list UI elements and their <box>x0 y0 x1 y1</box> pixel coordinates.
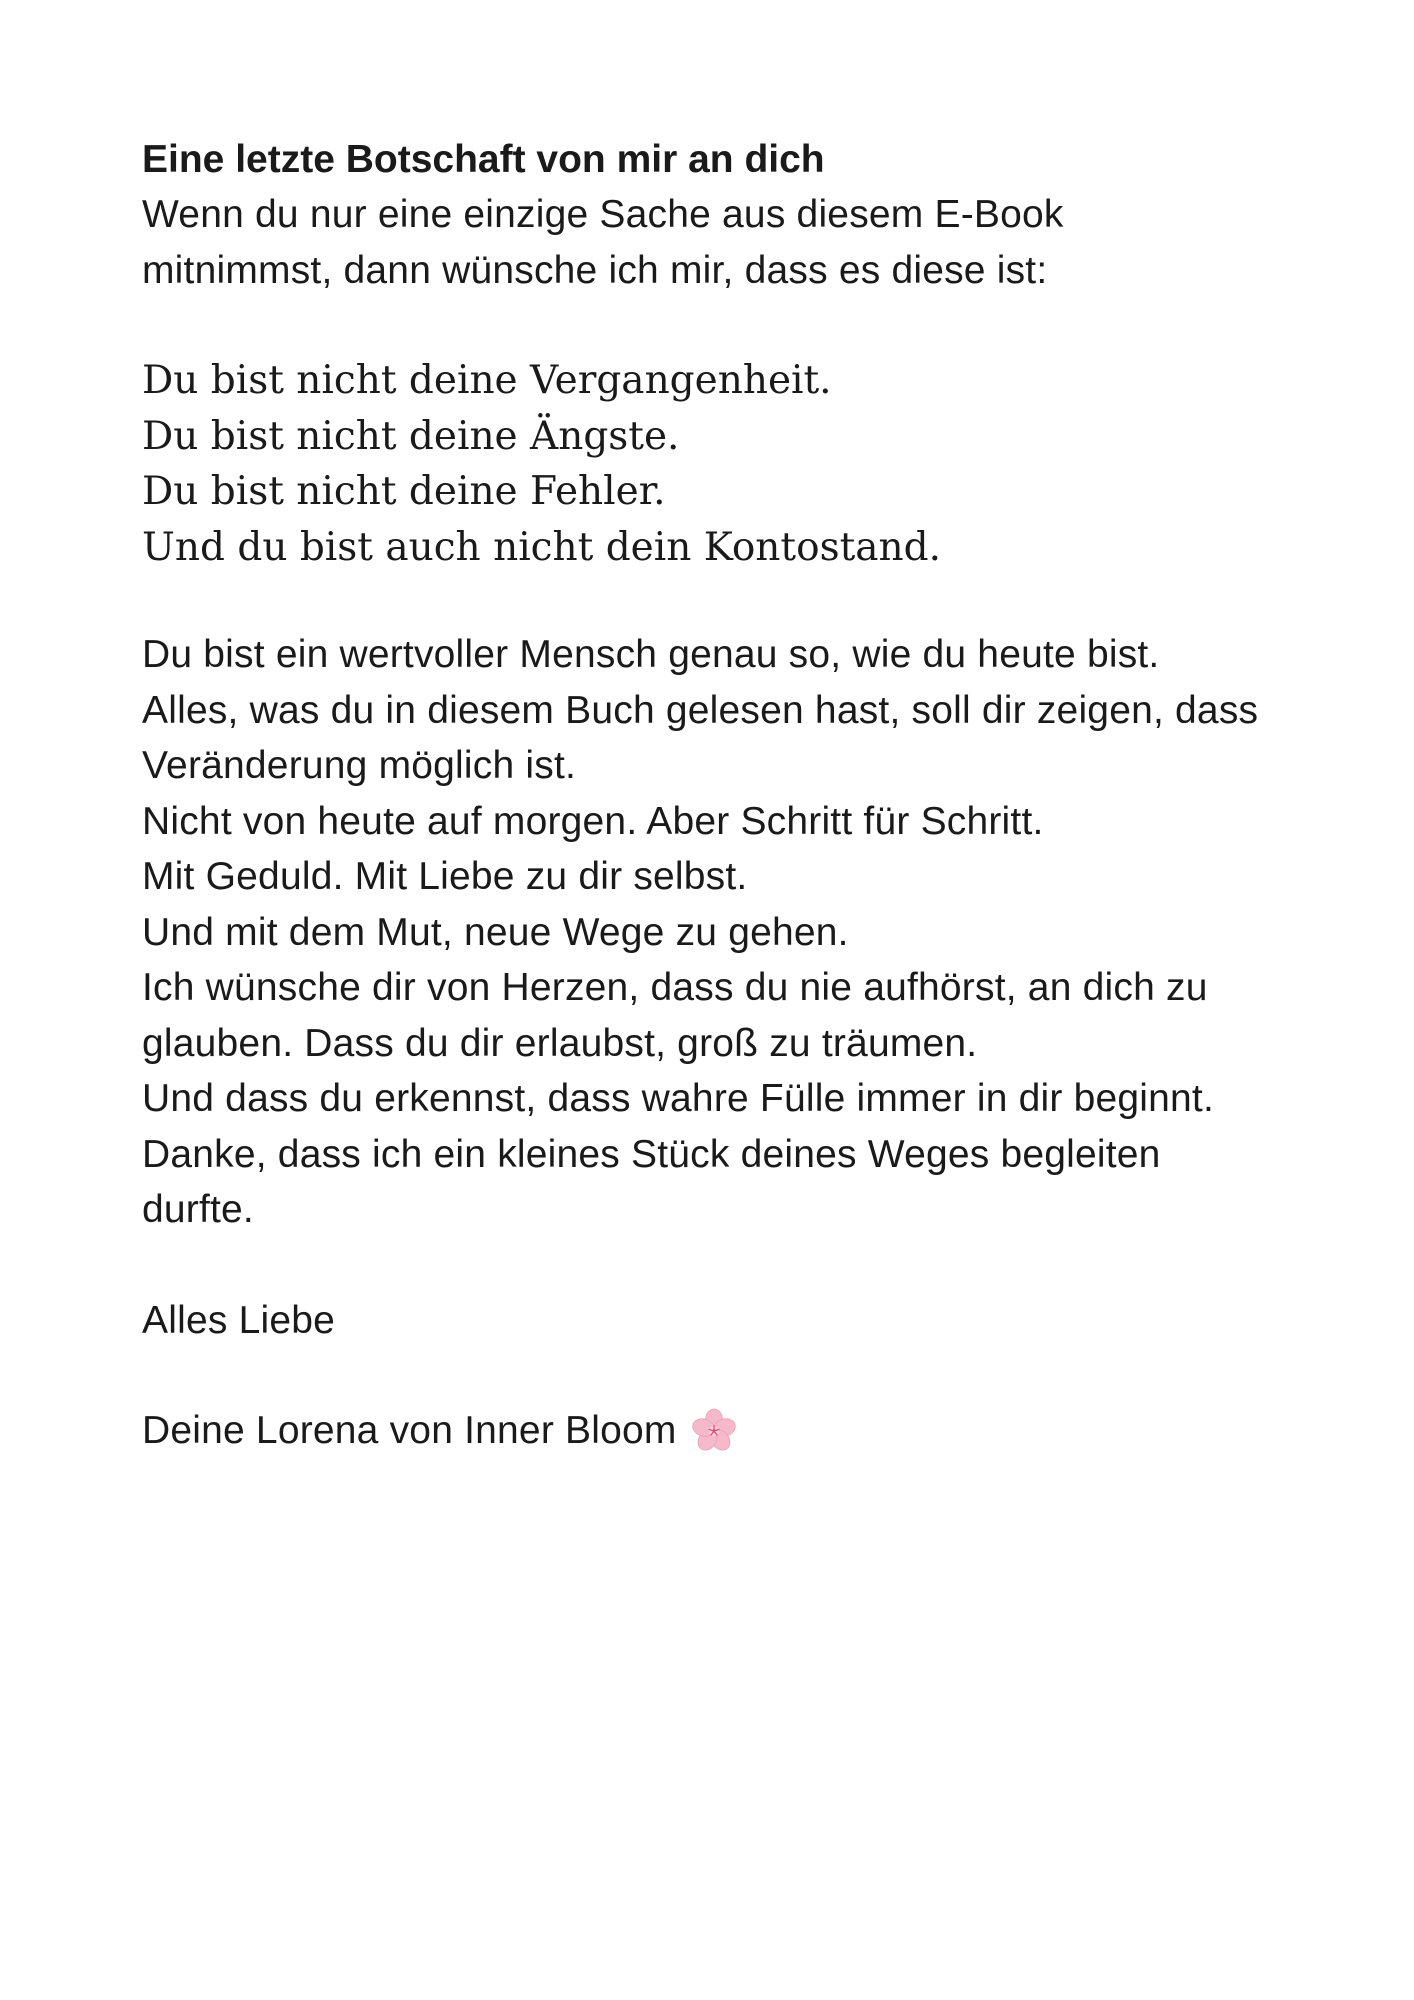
message-line: Und mit dem Mut, neue Wege zu gehen. <box>142 910 849 954</box>
signature <box>142 1403 1342 1459</box>
message-paragraph <box>142 627 1342 1238</box>
affirmation-line: Du bist nicht deine Ängste. <box>142 413 680 459</box>
message-line: Du bist ein wertvoller Mensch genau so, wie du heute bist. <box>142 633 1160 676</box>
affirmation-line: Du bist nicht deine Fehler. <box>142 469 666 514</box>
affirmation-line: Du bist nicht deine Vergangenheit. <box>142 358 832 403</box>
message-line: durfte. <box>142 1188 254 1231</box>
cherry-blossom-icon <box>691 1408 737 1454</box>
message-line: glauben. Dass du dir erlaubst, groß zu träumen. <box>142 1021 978 1065</box>
affirmation-line: Und du bist auch nicht dein Kontostand. <box>142 524 941 570</box>
message-line: Veränderung möglich ist. <box>142 744 577 787</box>
document-title: Eine letzte Botschaft von mir an dich <box>142 138 825 181</box>
intro-line: mitnimmst, dann wünsche ich mir, dass es diese ist: <box>142 248 1048 292</box>
intro-line: Wenn du nur eine einzige Sache aus diesem E-Book <box>142 193 1064 236</box>
document-body <box>142 132 1342 1459</box>
message-line: Ich wünsche dir von Herzen, dass du nie aufhörst, an dich zu <box>142 966 1208 1009</box>
affirmations-block <box>142 353 1342 575</box>
message-line: Nicht von heute auf morgen. Aber Schritt für Schritt. <box>142 799 1044 843</box>
signature-text: Deine Lorena von Inner Bloom <box>142 1409 677 1452</box>
message-line: Danke, dass ich ein kleines Stück deines Weges begleiten <box>142 1132 1161 1176</box>
closing-line: Alles Liebe <box>142 1298 335 1342</box>
message-line: Alles, was du in diesem Buch gelesen hast, soll dir zeigen, dass <box>142 688 1259 732</box>
message-line: Mit Geduld. Mit Liebe zu dir selbst. <box>142 855 748 898</box>
intro-paragraph <box>142 187 1342 298</box>
message-line: Und dass du erkennst, dass wahre Fülle immer in dir beginnt. <box>142 1077 1215 1120</box>
